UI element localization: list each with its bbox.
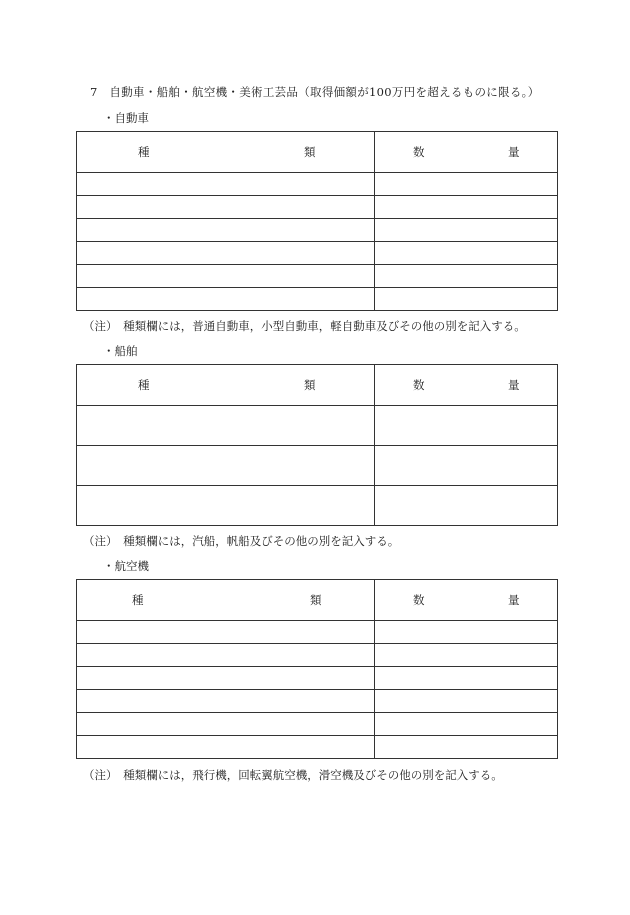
kind-cell[interactable] bbox=[77, 446, 375, 486]
kind-cell[interactable] bbox=[77, 713, 375, 736]
automobile-subtitle: ・自動車 bbox=[103, 111, 149, 125]
kind-cell[interactable] bbox=[77, 736, 375, 759]
col-kind-char-2: 類 bbox=[304, 378, 316, 392]
table-header-row bbox=[77, 132, 558, 173]
table-header-row bbox=[77, 365, 558, 406]
qty-cell[interactable] bbox=[375, 713, 558, 736]
kind-cell[interactable] bbox=[77, 644, 375, 667]
table-row bbox=[77, 173, 558, 196]
qty-cell[interactable] bbox=[375, 690, 558, 713]
automobile-table bbox=[76, 131, 558, 311]
qty-cell[interactable] bbox=[375, 667, 558, 690]
kind-cell[interactable] bbox=[77, 406, 375, 446]
ship-note: （注） 種類欄には，汽船，帆船及びその他の別を記入する。 bbox=[83, 534, 400, 548]
col-qty-char-1: 数 bbox=[413, 378, 425, 392]
table-row bbox=[77, 667, 558, 690]
qty-cell[interactable] bbox=[375, 486, 558, 526]
qty-cell[interactable] bbox=[375, 196, 558, 219]
col-qty-char-2: 量 bbox=[508, 378, 520, 392]
kind-cell[interactable] bbox=[77, 621, 375, 644]
col-qty-char-2: 量 bbox=[508, 593, 520, 607]
qty-cell[interactable] bbox=[375, 173, 558, 196]
col-kind-char-1: 種 bbox=[138, 145, 150, 159]
table-row bbox=[77, 486, 558, 526]
table-row bbox=[77, 446, 558, 486]
qty-cell[interactable] bbox=[375, 644, 558, 667]
automobile-note: （注） 種類欄には，普通自動車，小型自動車，軽自動車及びその他の別を記入する。 bbox=[83, 319, 526, 333]
aircraft-table bbox=[76, 579, 558, 759]
qty-cell[interactable] bbox=[375, 736, 558, 759]
qty-cell[interactable] bbox=[375, 621, 558, 644]
table-row bbox=[77, 242, 558, 265]
table-row bbox=[77, 288, 558, 311]
table-row bbox=[77, 621, 558, 644]
col-kind-char-2: 類 bbox=[310, 593, 322, 607]
ship-table bbox=[76, 364, 558, 526]
qty-cell[interactable] bbox=[375, 242, 558, 265]
col-kind-char-2: 類 bbox=[304, 145, 316, 159]
col-qty-char-1: 数 bbox=[413, 145, 425, 159]
table-row bbox=[77, 406, 558, 446]
kind-cell[interactable] bbox=[77, 196, 375, 219]
kind-cell[interactable] bbox=[77, 173, 375, 196]
kind-cell[interactable] bbox=[77, 242, 375, 265]
col-qty-char-1: 数 bbox=[413, 593, 425, 607]
kind-cell[interactable] bbox=[77, 219, 375, 242]
table-row bbox=[77, 644, 558, 667]
aircraft-note: （注） 種類欄には，飛行機，回転翼航空機，滑空機及びその他の別を記入する。 bbox=[83, 768, 503, 782]
kind-cell[interactable] bbox=[77, 288, 375, 311]
table-row bbox=[77, 265, 558, 288]
aircraft-subtitle: ・航空機 bbox=[103, 559, 149, 573]
table-row bbox=[77, 196, 558, 219]
qty-cell[interactable] bbox=[375, 406, 558, 446]
table-row bbox=[77, 219, 558, 242]
table-row bbox=[77, 690, 558, 713]
col-kind-char-1: 種 bbox=[132, 593, 144, 607]
col-kind-char-1: 種 bbox=[138, 378, 150, 392]
qty-cell[interactable] bbox=[375, 265, 558, 288]
qty-cell[interactable] bbox=[375, 219, 558, 242]
table-header-row bbox=[77, 580, 558, 621]
qty-cell[interactable] bbox=[375, 288, 558, 311]
kind-cell[interactable] bbox=[77, 486, 375, 526]
kind-cell[interactable] bbox=[77, 265, 375, 288]
table-row bbox=[77, 736, 558, 759]
kind-cell[interactable] bbox=[77, 690, 375, 713]
section-heading: 7 自動車・船舶・航空機・美術工芸品（取得価額が100万円を超えるものに限る。） bbox=[90, 85, 540, 99]
col-qty-char-2: 量 bbox=[508, 145, 520, 159]
qty-cell[interactable] bbox=[375, 446, 558, 486]
kind-cell[interactable] bbox=[77, 667, 375, 690]
ship-subtitle: ・船舶 bbox=[103, 344, 138, 358]
table-row bbox=[77, 713, 558, 736]
